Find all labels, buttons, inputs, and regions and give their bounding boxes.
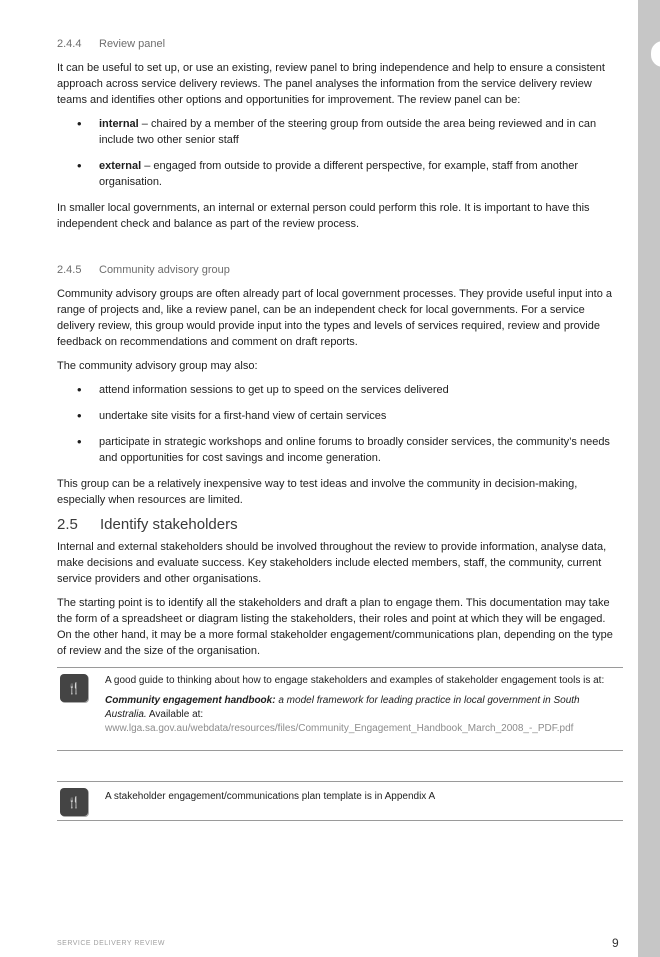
- tip-reference: [105, 694, 613, 736]
- review-panel-closing: In smaller local governments, an internal or external person could perform this role. It is important to have this independent check and balance as part of the review process.: [57, 202, 590, 230]
- advisory-group-intro: Community advisory groups are often already part of local government processes. They provide useful input into a range of projects and, like a review panel, can be an independent check for local governments. For a service delivery review, this group would provide input into the types and levels of services required, review and provide feedback on recommendations and comment on draft reports.: [57, 288, 612, 348]
- term-internal: internal: [99, 118, 139, 130]
- section-2-5-heading: [57, 516, 623, 533]
- tools-icon: 🍴: [60, 788, 88, 816]
- tip-intro: A good guide to thinking about how to engage stakeholders and examples of stakeholder engagement tools is at:: [105, 675, 605, 686]
- section-title: Review panel: [99, 38, 166, 50]
- handbook-url[interactable]: www.lga.sa.gov.au/webdata/resources/files/Community_Engagement_Handbook_March_2008_-_PDF.pdf: [105, 723, 574, 734]
- section-2-4-5-heading: [57, 264, 623, 276]
- advisory-group-closing: This group can be a relatively inexpensive way to test ideas and involve the community in decision-making, especially when resources are limited.: [57, 478, 578, 506]
- section-number: 2.4.4: [57, 38, 82, 50]
- section-number: 2.4.5: [57, 264, 82, 276]
- advisory-group-list: [57, 382, 623, 466]
- handbook-subtitle: a model framework for leading practice in local government in South Australia.: [105, 695, 580, 720]
- list-item-text: – engaged from outside to provide a different perspective, for example, staff from another organisation.: [99, 160, 578, 188]
- tip-box-template: [57, 781, 623, 821]
- term-external: external: [99, 160, 142, 172]
- list-item: • participate in strategic workshops and online forums to broadly consider services, the community’s needs and opportunities for cost savings and income generation.: [57, 434, 623, 466]
- stakeholders-para-2: The starting point is to identify all the stakeholders and draft a plan to engage them. This documentation may take the form of a spreadsheet or diagram listing the stakeholders, their roles and point at which they will be engaged. On the other hand, it may be a more formal stakeholder engagement/communications plan, depending on the type of review and the size of the organisation.: [57, 597, 613, 657]
- handbook-title: Community engagement handbook:: [105, 695, 276, 706]
- list-item: • attend information sessions to get up to speed on the services delivered: [57, 382, 623, 398]
- list-item: • undertake site visits for a first-hand view of certain services: [57, 408, 623, 424]
- list-item: [57, 158, 623, 190]
- side-bar: [638, 0, 660, 957]
- review-panel-list: [57, 116, 623, 190]
- tip-box-guide: [57, 667, 623, 751]
- section-number: 2.5: [57, 516, 78, 533]
- available-at: Available at:: [146, 709, 204, 720]
- review-panel-intro: It can be useful to set up, or use an existing, review panel to bring independence and help to ensure a consistent approach across service delivery reviews. The panel analyses the information from the service delivery review teams and identifies other options and opportunities for improvement. The review panel can be:: [57, 62, 605, 106]
- list-item: [57, 116, 623, 148]
- page-content: [57, 38, 623, 821]
- advisory-group-lead: The community advisory group may also:: [57, 360, 258, 372]
- section-title: Community advisory group: [99, 264, 230, 276]
- tools-icon: 🍴: [60, 674, 88, 702]
- stakeholders-para-1: Internal and external stakeholders should be involved throughout the review to provide information, analyse data, make decisions and evaluate success. Key stakeholders include elected members, staff, the community, current service providers and other organisations.: [57, 541, 607, 585]
- list-item-text: – chaired by a member of the steering group from outside the area being reviewed and in can include two other senior staff: [99, 118, 597, 146]
- tip-template-text: A stakeholder engagement/communications plan template is in Appendix A: [105, 791, 436, 802]
- section-title: Identify stakeholders: [100, 516, 238, 533]
- footer-document-title: SERVICE DELIVERY REVIEW: [57, 940, 165, 947]
- section-2-4-4-heading: [57, 38, 623, 50]
- page-number: 9: [612, 936, 619, 950]
